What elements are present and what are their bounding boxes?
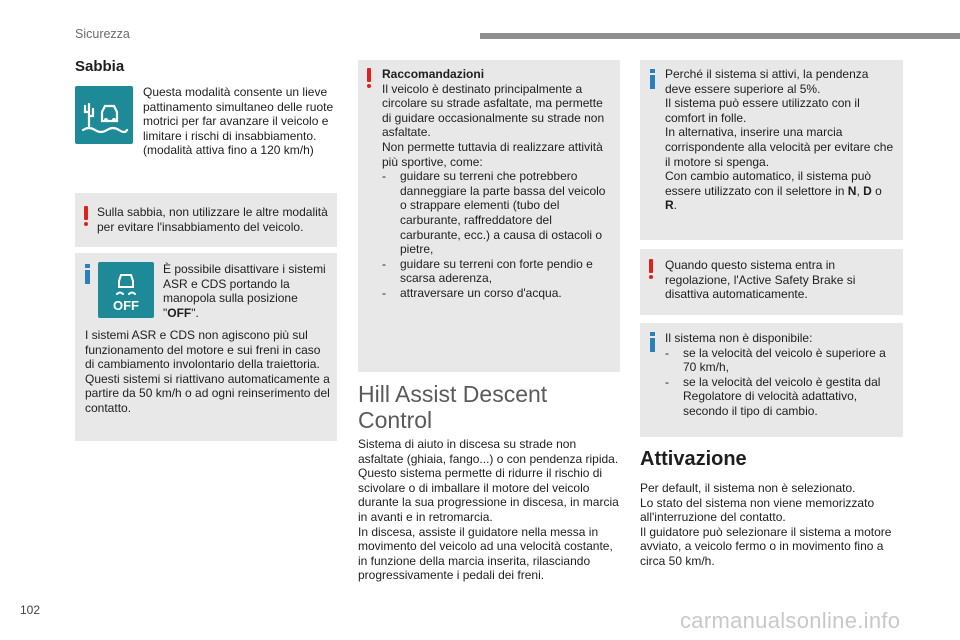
page-number: 102 [20, 603, 41, 617]
info-icon [650, 69, 656, 89]
recommendations-content [382, 67, 614, 301]
asb-warning-text: Quando questo sistema entra in regolazione, l'Active Safety Brake si disattiva automaticamente. [665, 258, 856, 302]
list-item: - se la velocità del veicolo è superiore a 70 km/h, [665, 346, 897, 375]
sabbia-title: Sabbia [75, 58, 125, 75]
attivazione-text: Per default, il sistema non è selezionato. Lo stato del sistema non viene memorizzato all'interruzione del contatto. Il guidatore può selezionare il sistema a motore avviato, a veicolo fermo o in movimento fino a circa 50 km/h. [640, 481, 892, 568]
asr-info-box [75, 253, 337, 441]
unavailable-content [665, 331, 897, 419]
sand-warning-text: Sulla sabbia, non utilizzare le altre modalità per evitare l'insabbiamento del veicolo. [97, 205, 328, 234]
asb-warning-box [640, 249, 903, 315]
unavailable-info-box [640, 323, 903, 437]
hadc-title: Hill Assist Descent Control [358, 381, 548, 433]
asr-paragraph: I sistemi ASR e CDS non agiscono più sul funzionamento del motore e sui freni in caso di cambiamento involontario della traiettoria. Questi sistemi si riattivano automaticamente a partire da 50 km/h o ad ogni reinserimento del contatto. [85, 328, 330, 415]
asr-disable-text: È possibile disattivare i sistemi ASR e CDS portando la manopola sulla posizione "OFF". [163, 262, 326, 320]
section-header: Sicurezza [75, 27, 130, 41]
sand-warning-box [75, 193, 337, 247]
slope-info-box [640, 60, 903, 240]
warning-icon [366, 68, 372, 88]
slope-info-text: Perché il sistema si attivi, la pendenza deve essere superiore al 5%. Il sistema può essere utilizzato con il comfort in folle. In alternativa, inserire una marcia corrispondente alla velocità per evitare che il motore si spenga. Con cambio automatico, il sistema può essere utilizzato con il selettore in N, D o R. [665, 67, 894, 213]
recommendations-title: Raccomandazioni [382, 67, 485, 81]
info-icon [85, 264, 91, 284]
list-item: - se la velocità del veicolo è gestita dal Regolatore di velocità adattativo, secondo il tipo di cambio. [665, 375, 897, 419]
recommendations-box [358, 60, 620, 372]
warning-icon [648, 259, 654, 279]
hadc-text: Sistema di aiuto in discesa su strade non asfaltate (ghiaia, fango...) o con pendenza ripida. Questo sistema permette di ridurre il rischio di scivolare o di imballare il motore del veicolo durante la sua progressione in discesa, in marcia in avanti e in retromarcia. In discesa, assiste il guidatore nella messa in movimento del veicolo ad una velocità costante, in funzione della marcia inserita, rilasciando progressivamente i pedali dei freni. [358, 437, 619, 583]
warning-icon [83, 206, 89, 226]
recommendations-intro: Il veicolo è destinato principalmente a circolare su strade asfaltate, ma permette di guidare occasionalmente su strade non asfaltate. Non permette tuttavia di realizzare attività più sportive, come: [382, 81, 605, 169]
list-item: - attraversare un corso d'acqua. [382, 286, 614, 301]
list-item: - guidare su terreni che potrebbero danneggiare la parte bassa del veicolo o strappare elementi (tubo del carburante, raffreddatore del carburante, ecc.) a causa di ostacoli o pietre, [382, 169, 614, 257]
asr-off-icon [98, 262, 154, 318]
header-rule [480, 33, 960, 39]
unavailable-intro: Il sistema non è disponibile: [665, 331, 813, 345]
asr-off-label: OFF [113, 298, 139, 313]
sand-mode-icon [75, 86, 133, 144]
sabbia-description: Questa modalità consente un lieve pattinamento simultaneo delle ruote motrici per far avanzare il veicolo e limitare i rischi di insabbiamento. (modalità attiva fino a 120 km/h) [143, 85, 334, 158]
watermark: carmanualsonline.info [680, 608, 901, 633]
info-icon [650, 332, 656, 352]
attivazione-title: Attivazione [640, 448, 747, 470]
list-item: - guidare su terreni con forte pendio e scarsa aderenza, [382, 257, 614, 286]
